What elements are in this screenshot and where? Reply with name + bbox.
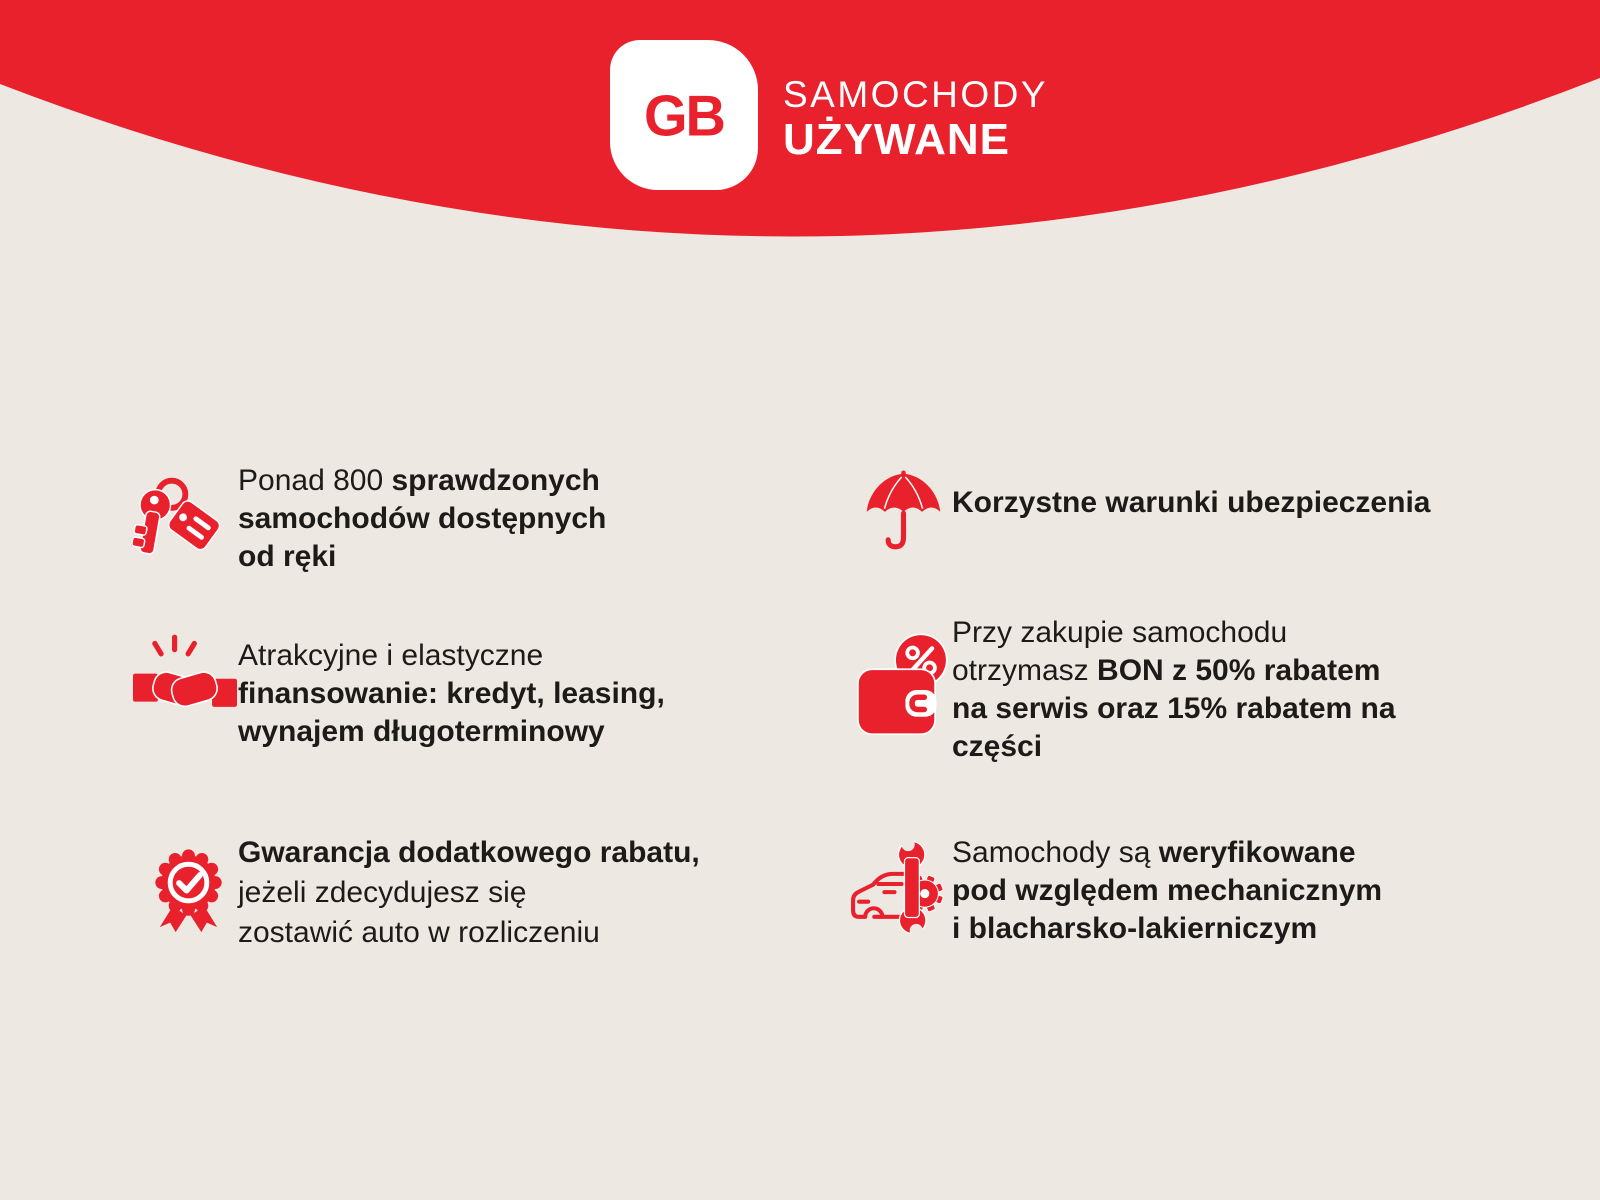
brand-name-line2: UŻYWANE xyxy=(783,115,1010,164)
brand-wordmark xyxy=(783,74,1048,164)
feature-text-verification: Samochody są weryfikowane pod względem mechanicznym i blacharsko-lakierniczym xyxy=(952,836,1383,945)
handshake-icon xyxy=(133,632,237,736)
gb-logo-monogram: GB xyxy=(644,82,724,148)
car-service-icon xyxy=(845,833,946,934)
feature-text-availability: Ponad 800 sprawdzonych samochodów dostępnych od ręki xyxy=(238,464,607,573)
award-badge-icon xyxy=(139,840,238,939)
brand-logo-card xyxy=(610,40,758,190)
feature-text-trade-in-discount: Gwarancja dodatkowego rabatu, jeżeli zdecydujesz się zostawić auto w rozliczeniu xyxy=(238,836,700,949)
feature-text-insurance: Korzystne warunki ubezpieczenia xyxy=(952,486,1431,519)
wallet-percent-icon xyxy=(851,629,962,740)
feature-text-financing: Atrakcyjne i elastyczne finansowanie: kredyt, leasing, wynajem długoterminowy xyxy=(238,639,665,748)
brand-name-line1: SAMOCHODY xyxy=(783,74,1049,115)
car-keys-tag-icon xyxy=(132,470,229,567)
umbrella-icon xyxy=(857,464,950,557)
feature-text-service-voucher: Przy zakupie samochodu otrzymasz BON z 50% rabatem na serwis oraz 15% rabatem na części xyxy=(952,616,1396,763)
